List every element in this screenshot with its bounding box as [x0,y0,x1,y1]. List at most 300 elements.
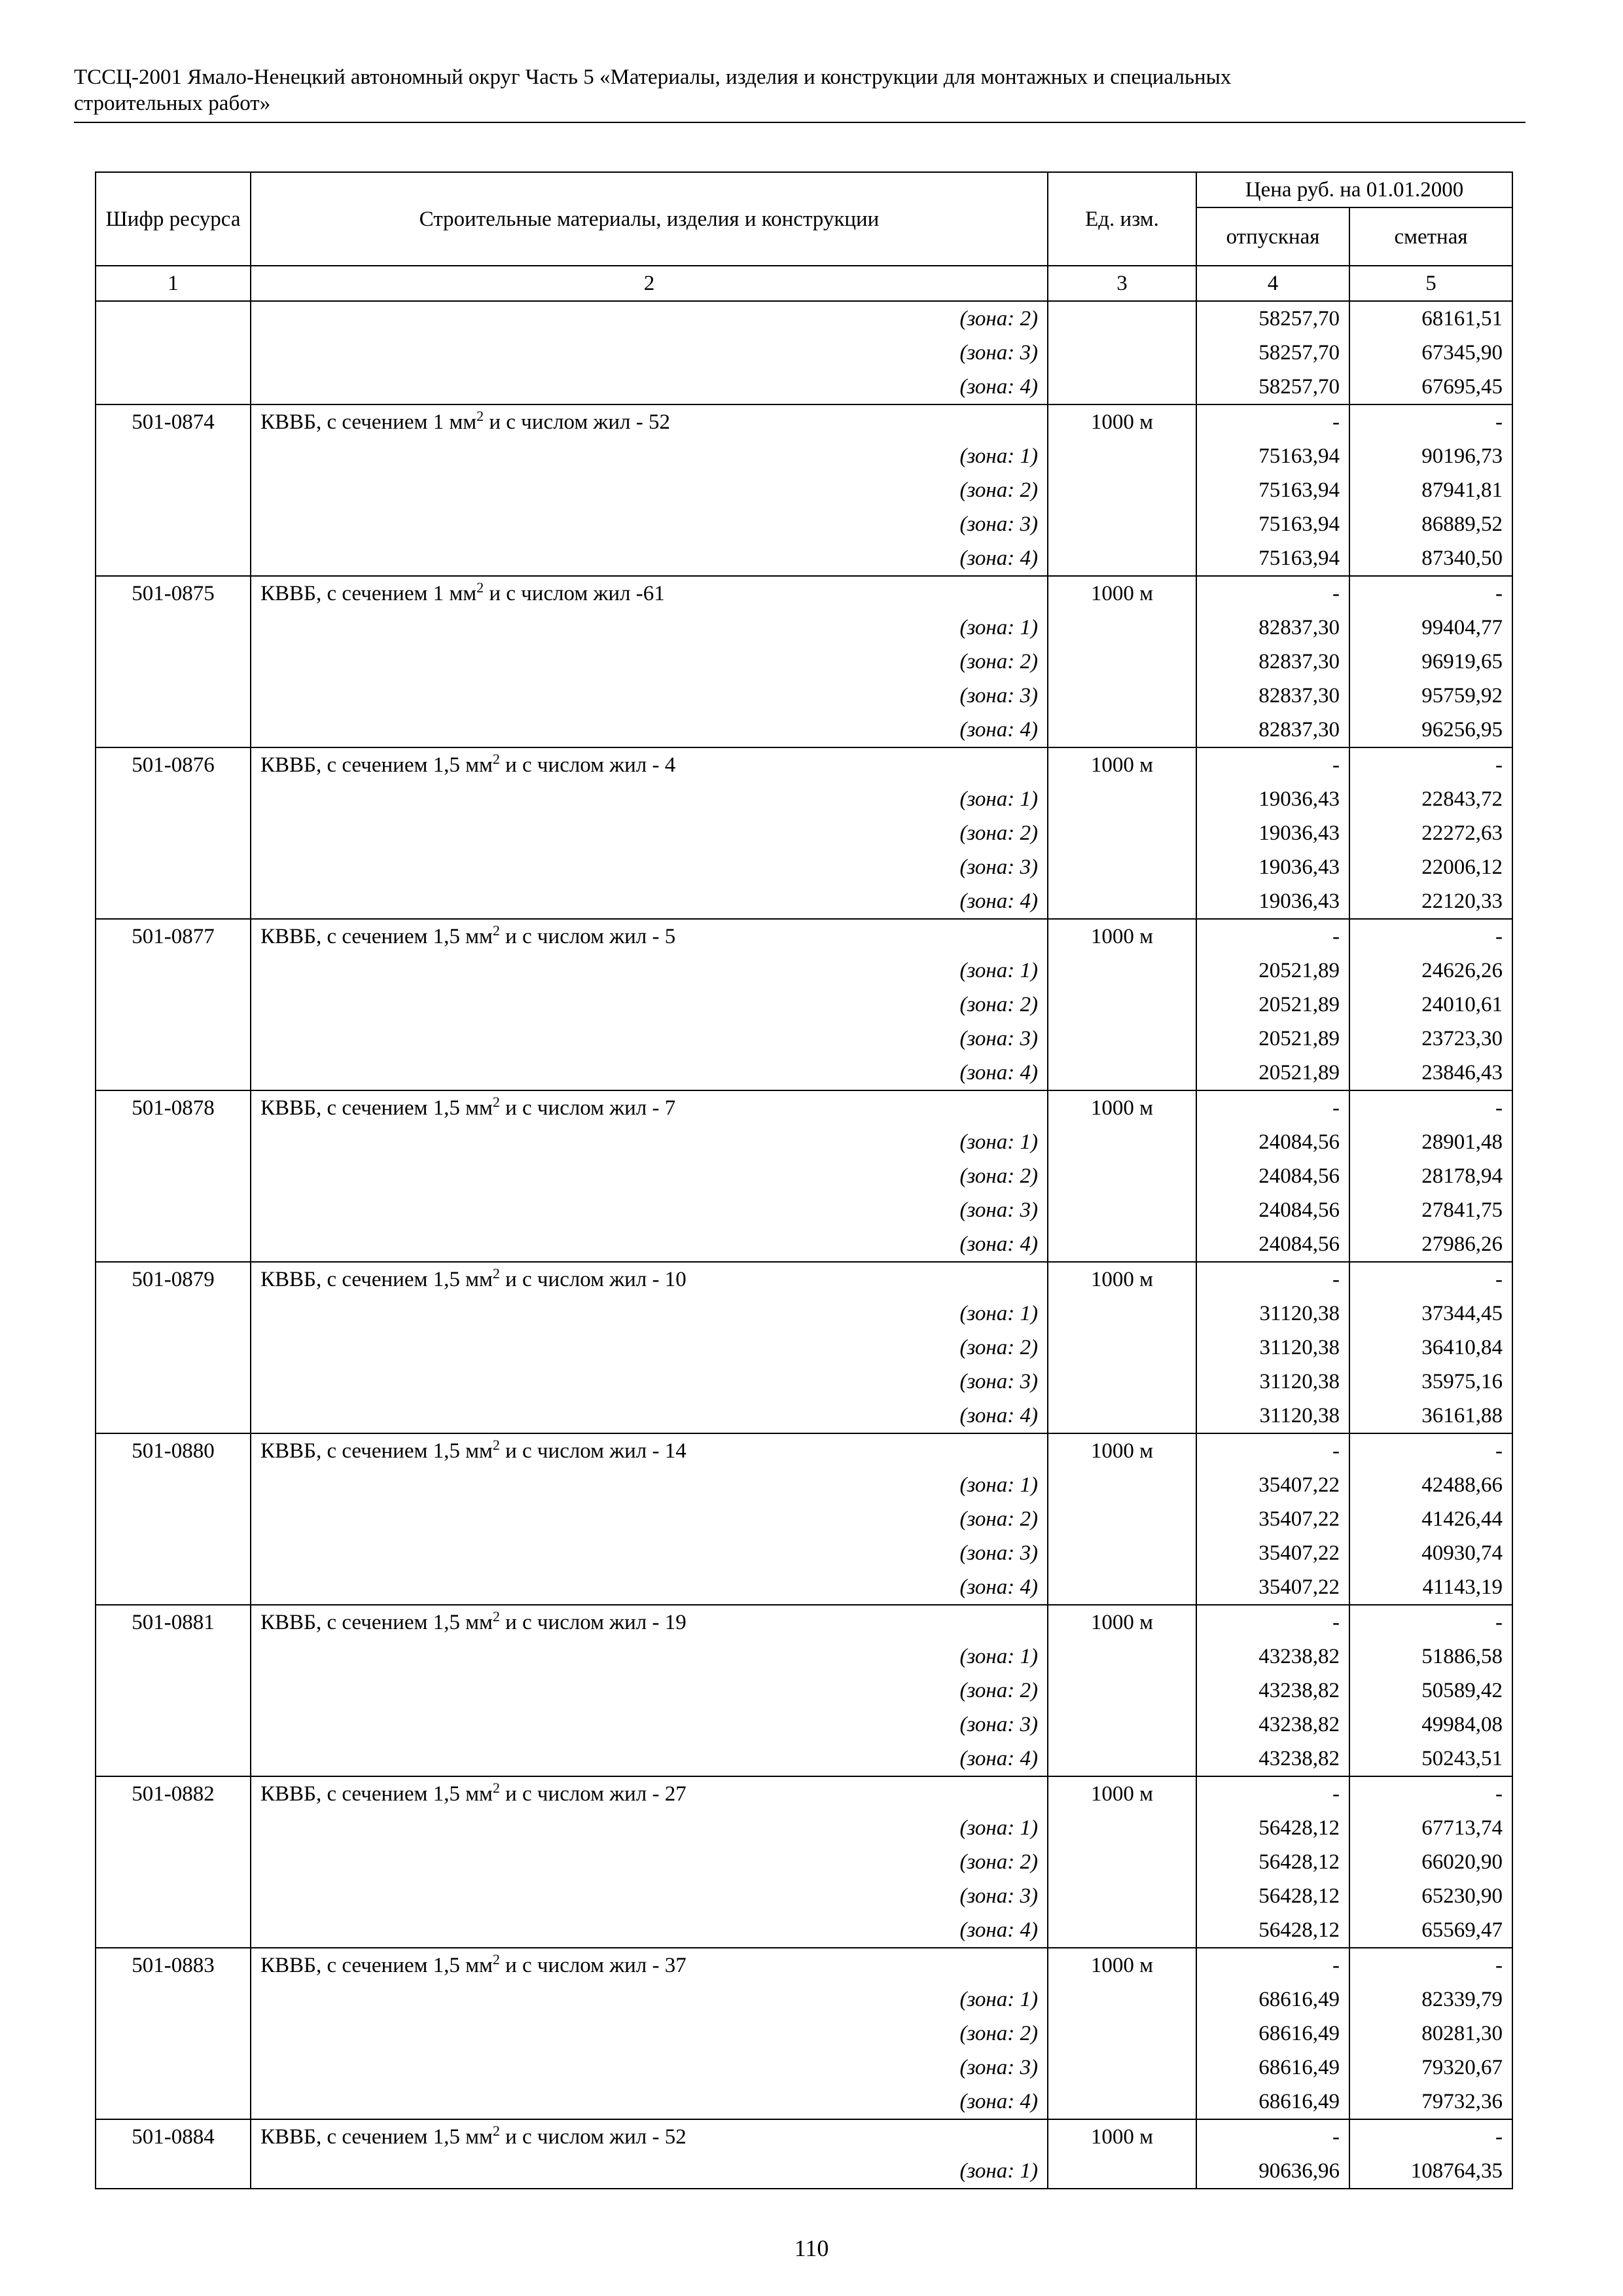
zone-row [96,1640,1512,1674]
zone-label: (зона: 4) [251,1227,1048,1262]
unit-cell [1048,1536,1196,1570]
unit-cell [1048,1570,1196,1605]
estimate-price: 67713,74 [1349,1811,1512,1845]
material-name-text: КВВБ, с сечением 1,5 мм [260,2125,493,2149]
resource-code: 501-0884 [96,2119,251,2154]
estimate-price: 90196,73 [1349,439,1512,473]
wholesale-price: - [1196,1090,1349,1125]
zone-label: (зона: 1) [251,1982,1048,2017]
wholesale-price: 20521,89 [1196,1056,1349,1090]
wholesale-price: 35407,22 [1196,1502,1349,1536]
code-cell [96,1227,251,1262]
zone-row [96,336,1512,370]
estimate-price: 65230,90 [1349,1879,1512,1913]
code-cell [96,850,251,884]
material-name-suffix: и с числом жил - 7 [499,1096,676,1120]
unit-cell [1048,1022,1196,1056]
unit-cell [1048,1502,1196,1536]
wholesale-price: - [1196,1948,1349,1982]
superscript: 2 [492,1780,500,1796]
estimate-price: 96919,65 [1349,645,1512,679]
zone-label: (зона: 1) [251,1811,1048,1845]
estimate-price: 23723,30 [1349,1022,1512,1056]
unit-cell [1048,954,1196,988]
zone-row [96,1125,1512,1159]
zone-row [96,782,1512,816]
zone-label: (зона: 4) [251,370,1048,404]
unit-cell [1048,541,1196,576]
material-name-text: КВВБ, с сечением 1,5 мм [260,1611,493,1634]
code-cell [96,1913,251,1948]
superscript: 2 [492,2123,500,2139]
wholesale-price: 56428,12 [1196,1913,1349,1948]
estimate-price: 67695,45 [1349,370,1512,404]
code-cell [96,336,251,370]
code-cell [96,645,251,679]
wholesale-price: 24084,56 [1196,1159,1349,1193]
resource-code: 501-0883 [96,1948,251,1982]
price-table [95,171,1513,2189]
resource-code: 501-0874 [96,404,251,439]
unit-cell [1048,1640,1196,1674]
wholesale-price: - [1196,1433,1349,1468]
estimate-price: 50243,51 [1349,1742,1512,1776]
estimate-price: 67345,90 [1349,336,1512,370]
zone-row [96,1297,1512,1331]
wholesale-price: 56428,12 [1196,1879,1349,1913]
zone-row [96,645,1512,679]
zone-label: (зона: 3) [251,2051,1048,2085]
material-name-text: КВВБ, с сечением 1,5 мм [260,1096,493,1120]
wholesale-price: 24084,56 [1196,1125,1349,1159]
unit-cell [1048,988,1196,1022]
unit-cell: 1000 м [1048,2119,1196,2154]
zone-label: (зона: 2) [251,1159,1048,1193]
header-price-group: Цена руб. на 01.01.2000 [1196,172,1512,207]
estimate-price: - [1349,2119,1512,2154]
zone-row [96,713,1512,747]
code-cell [96,1399,251,1433]
column-number-row [96,266,1512,301]
zone-row [96,884,1512,919]
code-cell [96,541,251,576]
code-cell [96,1879,251,1913]
zone-label: (зона: 4) [251,1570,1048,1605]
estimate-price: 82339,79 [1349,1982,1512,2017]
unit-cell: 1000 м [1048,1090,1196,1125]
unit-cell [1048,439,1196,473]
wholesale-price: 68616,49 [1196,2085,1349,2119]
estimate-price: 96256,95 [1349,713,1512,747]
material-name [251,1262,1048,1297]
unit-cell [1048,816,1196,850]
material-name [251,576,1048,611]
estimate-price: 35975,16 [1349,1365,1512,1399]
unit-cell [1048,1399,1196,1433]
estimate-price: 79320,67 [1349,2051,1512,2085]
column-number: 4 [1196,266,1349,301]
code-cell [96,507,251,541]
estimate-price: 24626,26 [1349,954,1512,988]
code-cell [96,2017,251,2051]
estimate-price: 37344,45 [1349,1297,1512,1331]
material-name-suffix: и с числом жил - 5 [499,925,676,948]
zone-row [96,1227,1512,1262]
wholesale-price: 68616,49 [1196,2017,1349,2051]
wholesale-price: 43238,82 [1196,1708,1349,1742]
table-row [96,2119,1512,2154]
wholesale-price: 35407,22 [1196,1536,1349,1570]
zone-row [96,1468,1512,1502]
estimate-price: 28178,94 [1349,1159,1512,1193]
zone-label: (зона: 2) [251,301,1048,336]
material-name-suffix: и с числом жил - 27 [499,1782,687,1806]
wholesale-price: - [1196,919,1349,954]
unit-cell [1048,1125,1196,1159]
zone-label: (зона: 2) [251,816,1048,850]
code-cell [96,1468,251,1502]
zone-label: (зона: 3) [251,679,1048,713]
zone-row [96,1331,1512,1365]
code-cell [96,1125,251,1159]
zone-label: (зона: 2) [251,988,1048,1022]
wholesale-price: 20521,89 [1196,988,1349,1022]
unit-cell [1048,2085,1196,2119]
code-cell [96,1811,251,1845]
zone-label: (зона: 4) [251,1399,1048,1433]
unit-cell: 1000 м [1048,1605,1196,1640]
material-name [251,1090,1048,1125]
resource-code: 501-0876 [96,747,251,782]
resource-code: 501-0877 [96,919,251,954]
unit-cell: 1000 м [1048,1433,1196,1468]
wholesale-price: 24084,56 [1196,1193,1349,1227]
zone-label: (зона: 1) [251,1468,1048,1502]
wholesale-price: 31120,38 [1196,1399,1349,1433]
table-row [96,1605,1512,1640]
superscript: 2 [476,579,484,596]
estimate-price: 95759,92 [1349,679,1512,713]
wholesale-price: 43238,82 [1196,1674,1349,1708]
material-name-text: КВВБ, с сечением 1 мм [260,582,477,605]
estimate-price: 36161,88 [1349,1399,1512,1433]
unit-cell [1048,1468,1196,1502]
superscript: 2 [492,751,500,767]
wholesale-price: 20521,89 [1196,1022,1349,1056]
unit-cell: 1000 м [1048,1776,1196,1811]
estimate-price: 68161,51 [1349,301,1512,336]
estimate-price: 41143,19 [1349,1570,1512,1605]
unit-cell [1048,1811,1196,1845]
zone-row [96,370,1512,404]
code-cell [96,611,251,645]
zone-label: (зона: 4) [251,1056,1048,1090]
header-code: Шифр ресурса [96,172,251,266]
superscript: 2 [492,1951,500,1967]
estimate-price: 22120,33 [1349,884,1512,919]
table-row [96,1090,1512,1125]
code-cell [96,713,251,747]
zone-label: (зона: 2) [251,1502,1048,1536]
code-cell [96,1297,251,1331]
estimate-price: - [1349,1948,1512,1982]
zone-label: (зона: 4) [251,1742,1048,1776]
estimate-price: 86889,52 [1349,507,1512,541]
header-estimate: сметная [1349,207,1512,266]
material-name-text: КВВБ, с сечением 1,5 мм [260,1268,493,1291]
estimate-price: - [1349,747,1512,782]
zone-row [96,1193,1512,1227]
estimate-price: - [1349,1605,1512,1640]
zone-row [96,301,1512,336]
material-name [251,404,1048,439]
estimate-price: 87941,81 [1349,473,1512,507]
zone-label: (зона: 3) [251,850,1048,884]
estimate-price: 41426,44 [1349,1502,1512,1536]
code-cell [96,439,251,473]
zone-row [96,1570,1512,1605]
estimate-price: 22272,63 [1349,816,1512,850]
unit-cell [1048,1297,1196,1331]
material-name-suffix: и с числом жил - 14 [499,1439,687,1463]
table-row [96,1948,1512,1982]
header-divider [74,122,1525,123]
material-name-text: КВВБ, с сечением 1,5 мм [260,753,493,777]
estimate-price: 24010,61 [1349,988,1512,1022]
zone-row [96,1982,1512,2017]
zone-label: (зона: 3) [251,1708,1048,1742]
wholesale-price: 35407,22 [1196,1468,1349,1502]
zone-row [96,988,1512,1022]
unit-cell [1048,507,1196,541]
unit-cell [1048,782,1196,816]
table-row [96,747,1512,782]
zone-row [96,679,1512,713]
code-cell [96,1640,251,1674]
zone-row [96,2085,1512,2119]
estimate-price: 27841,75 [1349,1193,1512,1227]
unit-cell: 1000 м [1048,919,1196,954]
wholesale-price: - [1196,1262,1349,1297]
wholesale-price: 56428,12 [1196,1845,1349,1879]
estimate-price: - [1349,1262,1512,1297]
estimate-price: - [1349,576,1512,611]
estimate-price: 23846,43 [1349,1056,1512,1090]
wholesale-price: 43238,82 [1196,1640,1349,1674]
column-number: 2 [251,266,1048,301]
zone-label: (зона: 2) [251,1674,1048,1708]
code-cell [96,1674,251,1708]
unit-cell [1048,1742,1196,1776]
document-header [74,64,1524,117]
table-row [96,576,1512,611]
wholesale-price: - [1196,1605,1349,1640]
table-row [96,1776,1512,1811]
zone-row [96,1674,1512,1708]
zone-row [96,1399,1512,1433]
code-cell [96,782,251,816]
code-cell [96,1056,251,1090]
zone-label: (зона: 1) [251,1640,1048,1674]
material-name-text: КВВБ, с сечением 1,5 мм [260,925,493,948]
material-name-suffix: и с числом жил - 52 [484,410,670,434]
wholesale-price: 82837,30 [1196,713,1349,747]
unit-cell [1048,1159,1196,1193]
document-header-line-2: строительных работ» [74,92,271,115]
zone-row [96,1159,1512,1193]
code-cell [96,954,251,988]
estimate-price: 40930,74 [1349,1536,1512,1570]
resource-code: 501-0879 [96,1262,251,1297]
zone-label: (зона: 3) [251,1365,1048,1399]
material-name [251,1948,1048,1982]
wholesale-price: 82837,30 [1196,645,1349,679]
code-cell [96,988,251,1022]
estimate-price: 108764,35 [1349,2154,1512,2189]
unit-cell [1048,713,1196,747]
wholesale-price: 20521,89 [1196,954,1349,988]
unit-cell [1048,336,1196,370]
zone-label: (зона: 1) [251,439,1048,473]
unit-cell [1048,1879,1196,1913]
wholesale-price: 31120,38 [1196,1331,1349,1365]
estimate-price: 22843,72 [1349,782,1512,816]
header-unit: Ед. изм. [1048,172,1196,266]
zone-label: (зона: 4) [251,2085,1048,2119]
superscript: 2 [492,1265,500,1282]
wholesale-price: - [1196,747,1349,782]
wholesale-price: 58257,70 [1196,336,1349,370]
code-cell [96,1193,251,1227]
code-cell [96,1570,251,1605]
wholesale-price: 68616,49 [1196,2051,1349,2085]
zone-label: (зона: 2) [251,1845,1048,1879]
estimate-price: - [1349,1776,1512,1811]
unit-cell [1048,1913,1196,1948]
code-cell [96,370,251,404]
resource-code: 501-0881 [96,1605,251,1640]
material-name [251,2119,1048,2154]
zone-row [96,1811,1512,1845]
code-cell [96,679,251,713]
header-wholesale: отпускная [1196,207,1349,266]
wholesale-price: 56428,12 [1196,1811,1349,1845]
wholesale-price: 31120,38 [1196,1365,1349,1399]
wholesale-price: 43238,82 [1196,1742,1349,1776]
wholesale-price: 19036,43 [1196,782,1349,816]
superscript: 2 [492,1608,500,1624]
resource-code: 501-0878 [96,1090,251,1125]
estimate-price: - [1349,1090,1512,1125]
wholesale-price: 19036,43 [1196,816,1349,850]
unit-cell [1048,645,1196,679]
zone-row [96,439,1512,473]
zone-row [96,2017,1512,2051]
material-name [251,747,1048,782]
code-cell [96,1845,251,1879]
zone-label: (зона: 3) [251,336,1048,370]
estimate-price: 99404,77 [1349,611,1512,645]
unit-cell: 1000 м [1048,1948,1196,1982]
page-number: 110 [794,2235,829,2261]
estimate-price: 51886,58 [1349,1640,1512,1674]
zone-row [96,2154,1512,2189]
table-row [96,404,1512,439]
wholesale-price: 75163,94 [1196,439,1349,473]
zone-row [96,1742,1512,1776]
zone-label: (зона: 1) [251,2154,1048,2189]
zone-label: (зона: 2) [251,1331,1048,1365]
estimate-price: 49984,08 [1349,1708,1512,1742]
zone-row [96,816,1512,850]
unit-cell [1048,850,1196,884]
unit-cell [1048,1674,1196,1708]
unit-cell [1048,679,1196,713]
code-cell [96,816,251,850]
zone-label: (зона: 1) [251,1297,1048,1331]
zone-label: (зона: 3) [251,1022,1048,1056]
unit-cell: 1000 м [1048,404,1196,439]
material-name-text: КВВБ, с сечением 1,5 мм [260,1954,493,1977]
zone-label: (зона: 4) [251,884,1048,919]
zone-row [96,611,1512,645]
column-number: 5 [1349,266,1512,301]
wholesale-price: 82837,30 [1196,679,1349,713]
unit-cell: 1000 м [1048,1262,1196,1297]
material-name-suffix: и с числом жил - 52 [499,2125,687,2149]
zone-row [96,473,1512,507]
wholesale-price: 58257,70 [1196,370,1349,404]
wholesale-price: - [1196,404,1349,439]
zone-label: (зона: 4) [251,541,1048,576]
estimate-price: - [1349,919,1512,954]
zone-label: (зона: 1) [251,1125,1048,1159]
unit-cell [1048,1365,1196,1399]
zone-row [96,1056,1512,1090]
zone-row [96,850,1512,884]
header-name: Строительные материалы, изделия и конструкции [251,172,1048,266]
material-name-suffix: и с числом жил -61 [484,582,665,605]
unit-cell [1048,1845,1196,1879]
superscript: 2 [476,408,484,424]
wholesale-price: 68616,49 [1196,1982,1349,2017]
material-name-suffix: и с числом жил - 37 [499,1954,687,1977]
zone-label: (зона: 3) [251,1193,1048,1227]
zone-label: (зона: 2) [251,473,1048,507]
zone-label: (зона: 4) [251,713,1048,747]
wholesale-price: 24084,56 [1196,1227,1349,1262]
unit-cell [1048,2017,1196,2051]
unit-cell: 1000 м [1048,576,1196,611]
material-name-suffix: и с числом жил - 10 [499,1268,687,1291]
estimate-price: 27986,26 [1349,1227,1512,1262]
code-cell [96,884,251,919]
estimate-price: - [1349,404,1512,439]
zone-row [96,1022,1512,1056]
wholesale-price: 75163,94 [1196,541,1349,576]
zone-row [96,1536,1512,1570]
material-name-text: КВВБ, с сечением 1 мм [260,410,477,434]
zone-label: (зона: 2) [251,645,1048,679]
code-cell [96,1365,251,1399]
code-cell [96,473,251,507]
unit-cell [1048,1056,1196,1090]
material-name [251,1776,1048,1811]
zone-label: (зона: 1) [251,611,1048,645]
table-row [96,919,1512,954]
code-cell [96,1159,251,1193]
wholesale-price: 19036,43 [1196,884,1349,919]
